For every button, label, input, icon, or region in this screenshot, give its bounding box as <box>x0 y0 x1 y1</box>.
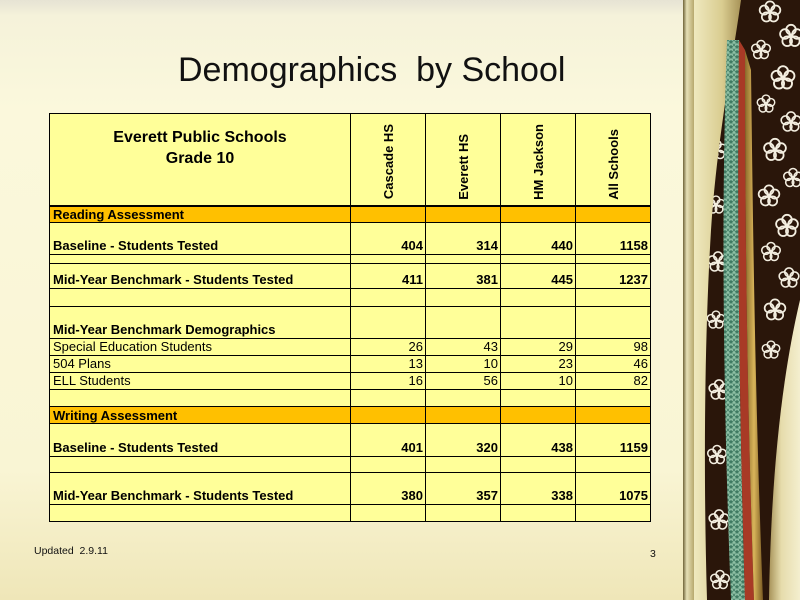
value-all-schools: 1158 <box>576 223 651 255</box>
value-everett-hs: 381 <box>426 264 501 289</box>
value-hm-jackson: 23 <box>501 356 576 373</box>
updated-date: Updated 2.9.11 <box>34 545 108 557</box>
spacer-row <box>50 289 651 307</box>
row-label: Mid-Year Benchmark Demographics <box>50 307 351 339</box>
grade-label: Grade 10 <box>165 150 235 167</box>
empty-cell <box>426 390 501 407</box>
demographics-row-special-education <box>50 339 651 356</box>
section-label: Reading Assessment <box>50 206 351 223</box>
value-hm-jackson: 338 <box>501 473 576 505</box>
value-cascade-hs: 404 <box>351 223 426 255</box>
value-everett-hs: 320 <box>426 424 501 457</box>
empty-cell <box>351 390 426 407</box>
value-all-schools: 46 <box>576 356 651 373</box>
column-header-hm-jackson <box>501 114 576 206</box>
empty-cell <box>426 505 501 522</box>
empty-cell <box>576 307 651 339</box>
empty-cell <box>426 407 501 424</box>
empty-cell <box>576 289 651 307</box>
value-hm-jackson: 10 <box>501 373 576 390</box>
value-all-schools: 82 <box>576 373 651 390</box>
empty-cell <box>50 255 351 264</box>
demographics-header-row <box>50 307 651 339</box>
empty-cell <box>351 206 426 223</box>
section-row-reading <box>50 206 651 223</box>
value-cascade-hs: 26 <box>351 339 426 356</box>
row-label: Baseline - Students Tested <box>50 424 351 457</box>
spacer-row <box>50 505 651 522</box>
value-cascade-hs: 411 <box>351 264 426 289</box>
row-label: ELL Students <box>50 373 351 390</box>
reading-baseline-row <box>50 223 651 255</box>
value-cascade-hs: 13 <box>351 356 426 373</box>
value-everett-hs: 314 <box>426 223 501 255</box>
page-number: 3 <box>650 548 656 560</box>
row-label: Mid-Year Benchmark - Students Tested <box>50 473 351 505</box>
value-hm-jackson: 440 <box>501 223 576 255</box>
spacer-row <box>50 390 651 407</box>
column-header-all-schools <box>576 114 651 206</box>
empty-cell <box>576 407 651 424</box>
row-label: Mid-Year Benchmark - Students Tested <box>50 264 351 289</box>
writing-baseline-row <box>50 424 651 457</box>
empty-cell <box>351 407 426 424</box>
value-all-schools: 1237 <box>576 264 651 289</box>
empty-cell <box>351 255 426 264</box>
empty-cell <box>50 289 351 307</box>
spacer-row <box>50 457 651 473</box>
empty-cell <box>501 505 576 522</box>
spacer-row <box>50 255 651 264</box>
value-everett-hs: 357 <box>426 473 501 505</box>
value-hm-jackson: 438 <box>501 424 576 457</box>
empty-cell <box>576 206 651 223</box>
writing-midyear-row <box>50 473 651 505</box>
slide-title: Demographics by School <box>178 51 566 89</box>
value-all-schools: 1159 <box>576 424 651 457</box>
demographics-row-504-plans <box>50 356 651 373</box>
empty-cell <box>50 390 351 407</box>
empty-cell <box>351 307 426 339</box>
row-label: Baseline - Students Tested <box>50 223 351 255</box>
value-cascade-hs: 380 <box>351 473 426 505</box>
empty-cell <box>501 206 576 223</box>
demographics-row-ell <box>50 373 651 390</box>
empty-cell <box>576 390 651 407</box>
value-cascade-hs: 401 <box>351 424 426 457</box>
empty-cell <box>501 307 576 339</box>
empty-cell <box>351 457 426 473</box>
value-hm-jackson: 29 <box>501 339 576 356</box>
empty-cell <box>426 289 501 307</box>
empty-cell <box>351 289 426 307</box>
district-name: Everett Public Schools <box>113 129 287 146</box>
empty-cell <box>426 206 501 223</box>
table-header-row <box>50 114 651 206</box>
value-everett-hs: 43 <box>426 339 501 356</box>
section-row-writing <box>50 407 651 424</box>
value-all-schools: 98 <box>576 339 651 356</box>
empty-cell <box>501 457 576 473</box>
empty-cell <box>50 505 351 522</box>
empty-cell <box>426 307 501 339</box>
empty-cell <box>576 505 651 522</box>
empty-cell <box>501 407 576 424</box>
value-cascade-hs: 16 <box>351 373 426 390</box>
value-hm-jackson: 445 <box>501 264 576 289</box>
value-everett-hs: 56 <box>426 373 501 390</box>
empty-cell <box>426 457 501 473</box>
decorative-floral-panel <box>683 0 800 600</box>
column-header-label: All Schools <box>605 128 621 200</box>
column-header-label: HM Jackson <box>530 123 546 200</box>
section-label: Writing Assessment <box>50 407 351 424</box>
empty-cell <box>501 255 576 264</box>
empty-cell <box>576 457 651 473</box>
empty-cell <box>501 390 576 407</box>
empty-cell <box>50 457 351 473</box>
value-all-schools: 1075 <box>576 473 651 505</box>
column-header-label: Everett HS <box>455 133 471 200</box>
reading-midyear-row <box>50 264 651 289</box>
demographics-table <box>49 113 651 522</box>
row-label: Special Education Students <box>50 339 351 356</box>
column-header-label: Cascade HS <box>380 124 396 200</box>
empty-cell <box>501 289 576 307</box>
row-label: 504 Plans <box>50 356 351 373</box>
empty-cell <box>576 255 651 264</box>
column-header-everett-hs <box>426 114 501 206</box>
column-header-cascade-hs <box>351 114 426 206</box>
empty-cell <box>426 255 501 264</box>
empty-cell <box>351 505 426 522</box>
table-title-cell <box>50 114 351 206</box>
value-everett-hs: 10 <box>426 356 501 373</box>
